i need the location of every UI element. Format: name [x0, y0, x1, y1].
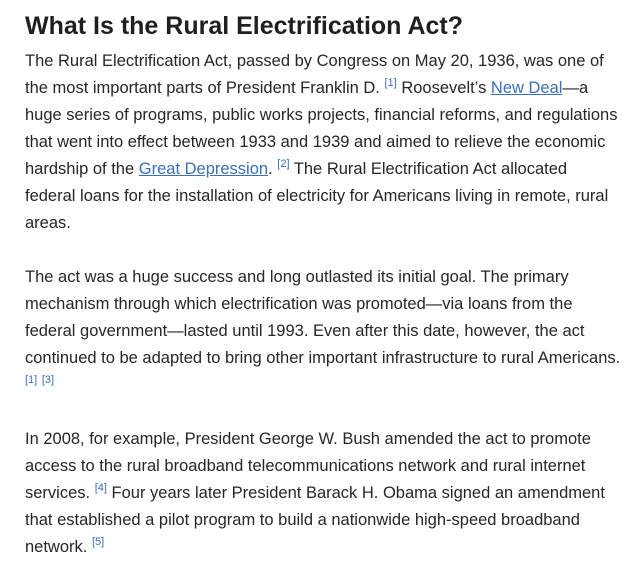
- paragraph-text: Four years later President Barack H. Obama signed an amendment that established a pilot program to build a nationwide high-speed broadband network.: [25, 484, 605, 556]
- citation-link[interactable]: [1]: [25, 374, 38, 386]
- article-title: What Is the Rural Electrification Act?: [25, 12, 464, 40]
- paragraph-text: Roosevelt’s: [401, 79, 487, 97]
- paragraph-intro: [25, 48, 621, 237]
- great-depression-link[interactable]: Great Depression: [138, 160, 269, 178]
- new-deal-link[interactable]: New Deal: [490, 79, 563, 97]
- paragraph-broadband: [25, 426, 621, 561]
- citation-link[interactable]: [1]: [384, 77, 397, 89]
- paragraph-text: The act was a huge success and long outlasted its initial goal. The primary mechanism through which electrification was promoted—via loans from the federal government—lasted until 1993. Even after this date, however, the act continued to be adapted to bring other important infrastructure to rural Americans.: [25, 268, 621, 367]
- paragraph-text: The Rural Electrification Act, passed by Congress on May 20, 1936, was one of the most important parts of President Franklin D.: [25, 52, 604, 97]
- citation-link[interactable]: [5]: [91, 536, 105, 548]
- citation-link[interactable]: [4]: [94, 482, 107, 494]
- citation-link[interactable]: [3]: [41, 374, 55, 386]
- paragraph-text: The Rural Electrification Act allocated federal loans for the installation of electricity for Americans living in remote, rural areas.: [25, 160, 609, 232]
- citation-link[interactable]: [2]: [277, 158, 290, 170]
- paragraph-text: .: [268, 160, 273, 178]
- paragraph-text: In 2008, for example, President George W. Bush amended the act to promote access to the rural broadband telecommunications network and rural internet services.: [25, 430, 591, 502]
- paragraph-text: —a huge series of programs, public works projects, financial reforms, and regulations that went into effect between 1933 and 1939 and aimed to relieve the economic hardship of the: [25, 79, 618, 178]
- paragraph-success: [25, 264, 621, 399]
- article: [25, 8, 621, 561]
